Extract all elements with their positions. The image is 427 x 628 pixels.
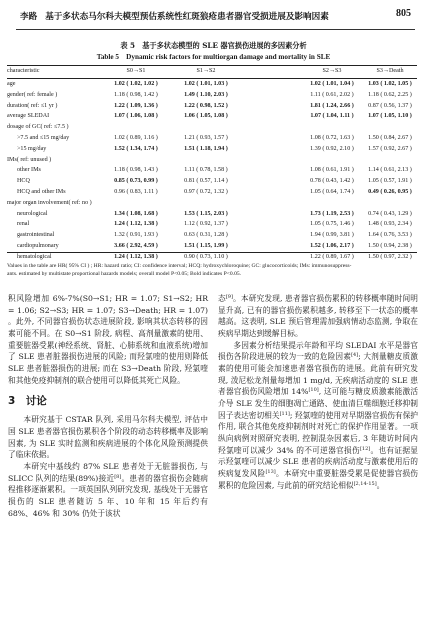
table-cell: 1.02 ( 1.01, 1.04 ) — [310, 81, 354, 87]
table-cell: 1.52 ( 1.34, 1.74 ) — [114, 145, 158, 152]
citation-2-14-15[interactable]: [2,14-15] — [353, 480, 377, 487]
page-number: 805 — [396, 8, 411, 19]
table-cell: 1.73 ( 1.19, 2.53 ) — [310, 210, 354, 217]
table-row — [7, 187, 417, 198]
table-row — [7, 111, 417, 122]
table-row — [7, 209, 417, 220]
table-header-row — [7, 66, 417, 77]
table-cell: 1.07 ( 1.04, 1.11 ) — [310, 113, 354, 120]
table-footnote — [7, 262, 418, 278]
table-cell: 1.81 ( 1.24, 2.66 ) — [310, 102, 354, 109]
table-cell: 0.87 ( 0.56, 1.37 ) — [368, 102, 412, 109]
row-label: age — [7, 81, 16, 87]
discussion-paragraph-2 — [8, 461, 208, 519]
left-text-column — [8, 293, 208, 519]
table-row — [7, 155, 417, 166]
header-rule — [16, 29, 415, 30]
table-cell: 1.48 ( 0.93, 2.34 ) — [368, 221, 412, 228]
table-cell: 1.08 ( 0.61, 1.91 ) — [310, 167, 354, 174]
running-header-author — [20, 10, 329, 22]
table-cell: 0.78 ( 0.43, 1.42 ) — [310, 178, 354, 185]
table-cell: 1.12 ( 0.92, 1.37 ) — [184, 221, 228, 228]
citation-9[interactable]: [9] — [225, 294, 233, 300]
table-cell: 1.50 ( 0.94, 2.38 ) — [368, 243, 412, 249]
table-cell: 1.03 ( 1.02, 1.05 ) — [368, 81, 412, 87]
table-cell: 1.02 ( 1.01, 1.03 ) — [184, 81, 228, 87]
table-cell: 1.05 ( 0.64, 1.74 ) — [310, 189, 354, 195]
table-row — [7, 241, 417, 252]
table-cell: 1.57 ( 0.92, 2.67 ) — [368, 145, 412, 152]
citation-4[interactable]: [4] — [351, 352, 359, 359]
table-cell: 1.02 ( 0.89, 1.16 ) — [114, 135, 158, 141]
col-header-characteristic: characteristic — [7, 68, 40, 74]
col-header-s1-s2: S1→S2 — [196, 68, 216, 74]
table-cell: 1.18 ( 0.98, 1.43 ) — [114, 167, 158, 174]
table-row — [7, 176, 417, 187]
row-label: dosage of GC( ref: ≤7.5 ) — [7, 124, 69, 131]
row-label: IMs( ref: unused ) — [7, 156, 52, 163]
table-cell: 1.53 ( 1.15, 2.03 ) — [184, 210, 228, 217]
table-cell: 1.52 ( 1.06, 2.17 ) — [310, 243, 354, 249]
row-label: gastrointestinal — [17, 232, 55, 239]
table-cell: 1.39 ( 0.92, 2.10 ) — [310, 145, 354, 152]
col-header-s3-death: S3→Death — [376, 68, 404, 74]
table-cell: 0.74 ( 0.43, 1.29 ) — [368, 210, 412, 217]
table-cell: 0.63 ( 0.31, 1.28 ) — [184, 232, 228, 239]
table-row — [7, 252, 417, 263]
row-label: duration( ref: ≤1 yr ) — [7, 102, 58, 109]
table-cell: 1.22 ( 1.09, 1.36 ) — [114, 102, 158, 109]
table-cell: 1.18 ( 0.98, 1.42 ) — [114, 91, 158, 98]
multivariate-text-g: 。 — [376, 480, 385, 490]
table-cell: 1.32 ( 0.91, 1.93 ) — [114, 232, 158, 239]
table-cell: 0.97 ( 0.72, 1.32 ) — [184, 189, 228, 195]
table-bottom-rule — [7, 252, 417, 253]
citation-10[interactable]: [10] — [308, 387, 319, 394]
citation-8[interactable]: [8] — [114, 473, 122, 480]
table-row — [7, 79, 417, 90]
discussion-paragraph-2-tail: 。患者的器官损伤会随病程推移逐渐累积。一项英国队列研究发现, 基线处于无器官损伤的 SLE 患者随访 5 年、10 年和 15 年后约有 68%、46% 和 30% 仍处于该状 — [8, 473, 208, 518]
discussion-paragraph-2-text: 本研究中基线约 87% SLE 患者处于无脏器损伤, 与 SLICC 队列的结果(89%)接近 — [8, 461, 208, 483]
table-cell: 1.11 ( 0.78, 1.58 ) — [184, 167, 228, 174]
table-cell: 1.06 ( 1.05, 1.08 ) — [184, 113, 228, 120]
continued-paragraph-text: 。本研究发现, 患者器官损伤累积的转移概率随时间明显升高, 已有的器官损伤累积越多, 转移至下一状态的概率越高。这表明, SLE 预后管理需加强病情动态监测, 争取在疾病早期达到缓解目标。 — [218, 294, 418, 338]
multivariate-text-c: , 这可能与糖皮质激素能激活介导 SLE 发生的细胞凋亡通路、使血清巨噬细胞迁移抑制因子表达密切相关 — [218, 387, 419, 420]
multivariate-text-f: 。本研究中重要脏器受累是促使器官损伤累积的危险因素, 与此前的研究结论相似 — [218, 468, 418, 490]
table-cell: 1.64 ( 0.76, 3.53 ) — [368, 232, 412, 239]
col-header-s2-s3: S2→S3 — [322, 68, 342, 74]
table-cell: 0.49 ( 0.26, 0.95 ) — [368, 189, 412, 195]
row-label: >7.5 and ≤15 mg/day — [17, 135, 70, 141]
table-cell: 3.66 ( 2.92, 4.59 ) — [114, 243, 158, 249]
table-cell: 1.24 ( 1.12, 1.38 ) — [114, 221, 158, 228]
multivariate-text-b: ; 大剂量糖皮质激素的使用可能会加速患者器官损伤的进展。此前有研究发现, 泼尼松龙剂量每增加 1 mg/d, 无疾病活动度的 SLE 患者器官损伤风险增加 14% — [218, 352, 418, 397]
discussion-paragraph-1: 本研究基于 CSTAR 队列, 采用马尔科夫模型, 评估中国 SLE 患者器官损伤累积各个阶段的动态转移概率及影响因素, 为 SLE 实时监测和疾病进展的个体化风险预测提供了临床依据。 — [8, 415, 208, 460]
table-row — [7, 230, 417, 241]
table-row — [7, 90, 417, 101]
table-cell: 1.07 ( 1.06, 1.08 ) — [114, 113, 158, 120]
running-title: 基于多状态马尔科夫模型预估系统性红斑狼疮患者器官受损进展及影响因素 — [45, 12, 329, 22]
table-cell: 1.94 ( 0.99, 3.81 ) — [310, 232, 354, 239]
table-row — [7, 198, 417, 209]
row-label: hematological — [17, 253, 52, 260]
citation-11[interactable]: [11] — [279, 410, 290, 417]
multivariate-paragraph — [218, 340, 418, 492]
row-label: HCQ — [17, 178, 30, 185]
table-row — [7, 122, 417, 133]
table-cell: 1.22 ( 0.89, 1.67 ) — [310, 253, 354, 260]
author-name: 李路 — [20, 12, 38, 22]
table-caption-en: Table 5 Dynamic risk factors for multiorgan damage and mortality in SLE — [96, 53, 331, 61]
table-cell: 1.11 ( 0.61, 2.02 ) — [310, 91, 354, 98]
row-label: major organ involvement( ref: no ) — [7, 199, 92, 206]
row-label: neurological — [17, 210, 48, 217]
table-caption-zh: 表 5 基于多状态模型的 SLE 器官损伤进展的多因素分析 — [120, 41, 307, 50]
table-cell: 1.50 ( 0.84, 2.67 ) — [368, 135, 412, 141]
row-label: HCQ and other IMs — [17, 189, 66, 195]
citation-12[interactable]: [12] — [359, 445, 371, 452]
multivariate-text-d: ; 羟氯喹的使用对早期器官损伤有保护作用, 联合其他免疫抑制剂时对死亡的保护作用显著。一项纵向病例对照研究表明, 控制混杂因素后, 3 年随访时间内羟氯喹可以减少 34% 的不可逆器官损伤 — [218, 410, 418, 455]
row-label: >15 mg/day — [17, 145, 47, 152]
table-cell: 1.05 ( 0.75, 1.46 ) — [310, 221, 354, 228]
multivariate-text-a: 多因素分析结果提示年龄和平均 SLEDAI 水平是器官损伤各阶段进展的较为一致的危险因素 — [218, 340, 418, 362]
row-label: renal — [17, 221, 30, 228]
table-cell: 0.96 ( 0.83, 1.11 ) — [114, 189, 158, 195]
continued-paragraph — [218, 293, 418, 340]
table-cell: 1.49 ( 1.10, 2.03 ) — [184, 91, 228, 98]
table-cell: 0.90 ( 0.73, 1.10 ) — [184, 253, 228, 260]
table-row — [7, 165, 417, 176]
results-paragraph: 积风险增加 6%-7%(S0→S1; HR = 1.07; S1→S2; HR = 1.06; S2→S3; HR = 1.07; S3→Death; HR = 1.07) 。此外, 不同器官损伤状态进展阶段, 影响其状态转移的因素可能不同。在 S0→S1 阶段, 病程、高剂量激素的使用、重要脏器受累(神经系统、肾脏、心肺系统和血液系统)增加了 SLE 患者脏器损伤进展的风险; 而羟氯喹的使用则降低 SLE 患者脏器损伤的进展; 而在 S3→Death 阶段, 羟氯喹和其他免疫抑制剂的联合使用可以降低其死亡风险。 — [8, 294, 208, 385]
row-label: other IMs — [17, 167, 41, 174]
table-cell: 1.21 ( 0.93, 1.57 ) — [184, 135, 228, 141]
table-cell: 1.34 ( 1.08, 1.68 ) — [114, 210, 158, 217]
table-footnote-line-2: ants. estimated by multistate proportional hazards models; overall model P<0.05; Bold indicates P<0.05. — [7, 271, 242, 278]
table-cell: 1.51 ( 1.15, 1.99 ) — [184, 243, 228, 249]
table-cell: 1.51 ( 1.18, 1.94 ) — [184, 145, 228, 152]
table-row — [7, 101, 417, 112]
table-cell: 0.81 ( 0.57, 1.14 ) — [184, 178, 228, 185]
table-cell: 0.85 ( 0.73, 0.99 ) — [114, 178, 158, 185]
table-row — [7, 133, 417, 144]
table-cell: 1.02 ( 1.02, 1.02 ) — [114, 81, 158, 87]
col-header-s0-s1: S0→S1 — [126, 68, 146, 74]
continued-paragraph-head: 态 — [218, 294, 226, 303]
table-cell: 1.05 ( 0.57, 1.91 ) — [368, 178, 412, 185]
discussion-heading: 3 讨论 — [8, 395, 47, 408]
right-text-column — [218, 293, 418, 491]
row-label: gender( ref: female ) — [7, 91, 58, 98]
running-header — [0, 8, 427, 24]
table-cell: 1.24 ( 1.12, 1.38 ) — [114, 253, 158, 260]
multivariate-text-e: 。也有证据显示羟氯喹可以减少 SLE 患者的疾病活动度与激素使用后的疾病复发风险 — [218, 445, 418, 478]
row-label: cardiopulmonary — [17, 243, 59, 249]
table-cell: 1.18 ( 0.62, 2.25 ) — [368, 91, 412, 98]
table-footnote-line-1: Values in the table are HR( 95% CI ) ; HR: hazard ratio; CI: confidence interval; HCQ: hydroxychloroquine; GC: glucocorticoids; IMs: immunosuppress- — [7, 263, 352, 269]
citation-13[interactable]: [13] — [265, 468, 276, 475]
table-cell: 1.50 ( 0.97, 2.32 ) — [368, 253, 412, 260]
table-cell: 1.22 ( 0.98, 1.52 ) — [184, 102, 228, 109]
table-cell: 1.14 ( 0.61, 2.13 ) — [368, 167, 412, 174]
row-label: average SLEDAI — [7, 113, 50, 120]
table-row — [7, 219, 417, 230]
table-cell: 1.08 ( 0.72, 1.63 ) — [310, 135, 354, 141]
table-cell: 1.07 ( 1.05, 1.10 ) — [368, 113, 412, 120]
table-row — [7, 144, 417, 155]
